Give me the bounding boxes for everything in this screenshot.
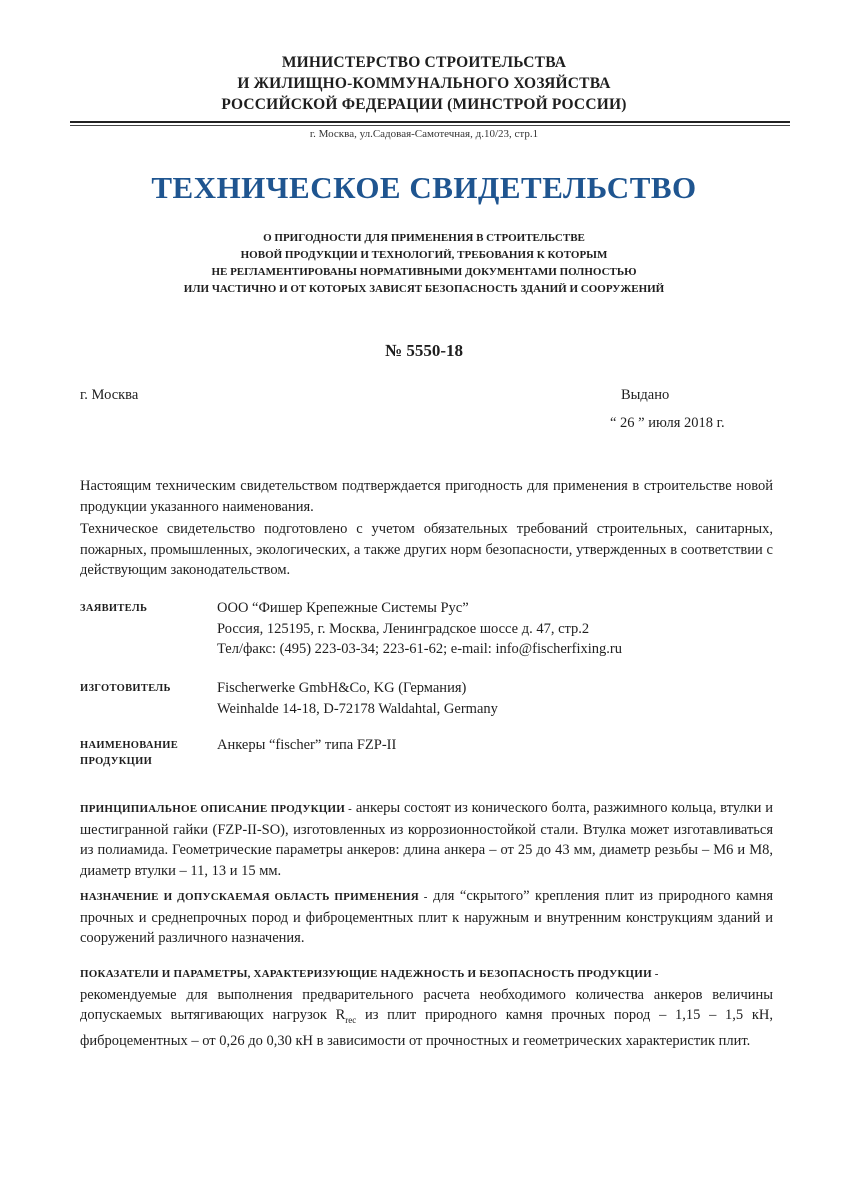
description-section: [80, 798, 773, 881]
applicant-label: ЗАЯВИТЕЛЬ: [80, 603, 148, 614]
header-divider-thin: [70, 125, 790, 126]
document-subtitle: [0, 230, 848, 298]
subtitle-line-1: О ПРИГОДНОСТИ ДЛЯ ПРИМЕНЕНИЯ В СТРОИТЕЛЬСТВЕ: [263, 232, 585, 244]
issue-city: г. Москва: [80, 387, 139, 403]
intro-paragraph-1: Настоящим техническим свидетельством подтверждается пригодность для применения в строительстве новой продукции указанного наименования.: [80, 478, 773, 515]
purpose-section: [80, 886, 773, 949]
parameters-section: [80, 964, 773, 1051]
purpose-text: для “скрытого” крепления плит из природного камня прочных и среднепрочных пород и фиброцементных плит к наружным и внутренним конструкциям зданий и сооружений различного назначения.: [80, 888, 773, 947]
manufacturer-label: ИЗГОТОВИТЕЛЬ: [80, 683, 171, 694]
intro-paragraph-2: Техническое свидетельство подготовлено с учетом обязательных требований строительных, санитарных, пожарных, промышленных, экологических, а также других норм безопасности, утвержденных в соответствии с действующим законодательством.: [80, 521, 773, 579]
subtitle-line-4: ИЛИ ЧАСТИЧНО И ОТ КОТОРЫХ ЗАВИСЯТ БЕЗОПАСНОСТЬ ЗДАНИЙ И СООРУЖЕНИЙ: [183, 283, 665, 295]
ministry-line-3: РОССИЙСКОЙ ФЕДЕРАЦИИ (МИНСТРОЙ РОССИИ): [221, 96, 627, 113]
product-label: [80, 738, 210, 770]
header-divider: [70, 121, 790, 123]
certificate-number: № 5550-18: [385, 341, 463, 360]
description-text: анкеры состоят из конического болта, разжимного кольца, втулки и шестигранной гайки (FZP-II-SO), изготовленных из коррозионностойкой стали. Втулка может изготавливаться из полиамида. Геометрические параметры анкеров: длина анкера – от 25 до 43 мм, диаметр резьбы – М6 и М8, диаметр втулки – 11, 13 и 15 мм.: [80, 800, 774, 879]
parameters-text-end: из плит природного камня прочных пород – 1,15 – 1,5 кН, фиброцементных – от 0,26 до 0,30 кН в зависимости от прочностных и геометрических характеристик плит.: [80, 1007, 773, 1049]
applicant-address: Россия, 125195, г. Москва, Ленинградское шоссе д. 47, стр.2: [217, 620, 590, 637]
applicant-name: ООО “Фишер Крепежные Системы Рус”: [217, 600, 469, 616]
manufacturer-name: Fischerwerke GmbH&Co, KG (Германия): [217, 680, 467, 696]
issued-date: “ 26 ” июля 2018 г.: [610, 415, 725, 431]
ministry-line-1: МИНИСТЕРСТВО СТРОИТЕЛЬСТВА: [281, 54, 567, 71]
applicant-value: [217, 598, 622, 660]
parameters-heading: ПОКАЗАТЕЛИ И ПАРАМЕТРЫ, ХАРАКТЕРИЗУЮЩИЕ НАДЕЖНОСТЬ И БЕЗОПАСНОСТЬ ПРОДУКЦИИ -: [80, 968, 659, 980]
product-label-line-1: НАИМЕНОВАНИЕ: [80, 740, 179, 751]
subtitle-line-2: НОВОЙ ПРОДУКЦИИ И ТЕХНОЛОГИЙ, ТРЕБОВАНИЯ К КОТОРЫМ: [240, 249, 608, 261]
parameters-text-start: рекомендуемые для выполнения предварительного расчета необходимого количества анкеров величины допускаемых вытягивающих нагрузок R: [80, 986, 773, 1024]
ministry-line-2: И ЖИЛИЩНО-КОММУНАЛЬНОГО ХОЗЯЙСТВА: [237, 75, 611, 92]
issued-label: Выдано: [621, 387, 670, 403]
ministry-header: [0, 52, 848, 115]
applicant-contacts: Тел/факс: (495) 223-03-34; 223-61-62; e-mail: info@fischerfixing.ru: [217, 641, 622, 658]
subtitle-line-3: НЕ РЕГЛАМЕНТИРОВАНЫ НОРМАТИВНЫМИ ДОКУМЕНТАМИ ПОЛНОСТЬЮ: [211, 266, 637, 278]
description-heading: ПРИНЦИПИАЛЬНОЕ ОПИСАНИЕ ПРОДУКЦИИ -: [80, 803, 353, 815]
product-label-line-2: ПРОДУКЦИИ: [80, 756, 153, 767]
manufacturer-address: Weinhalde 14-18, D-72178 Waldahtal, Germany: [217, 700, 498, 717]
purpose-heading: НАЗНАЧЕНИЕ И ДОПУСКАЕМАЯ ОБЛАСТЬ ПРИМЕНЕНИЯ -: [80, 891, 428, 903]
manufacturer-value: [217, 678, 498, 719]
product-name: Анкеры “fischer” типа FZP-II: [217, 737, 397, 753]
document-title: ТЕХНИЧЕСКОЕ СВИДЕТЕЛЬСТВО: [151, 170, 697, 205]
parameters-subscript: rec: [345, 1015, 357, 1026]
ministry-address: г. Москва, ул.Садовая-Самотечная, д.10/23, стр.1: [309, 128, 539, 140]
